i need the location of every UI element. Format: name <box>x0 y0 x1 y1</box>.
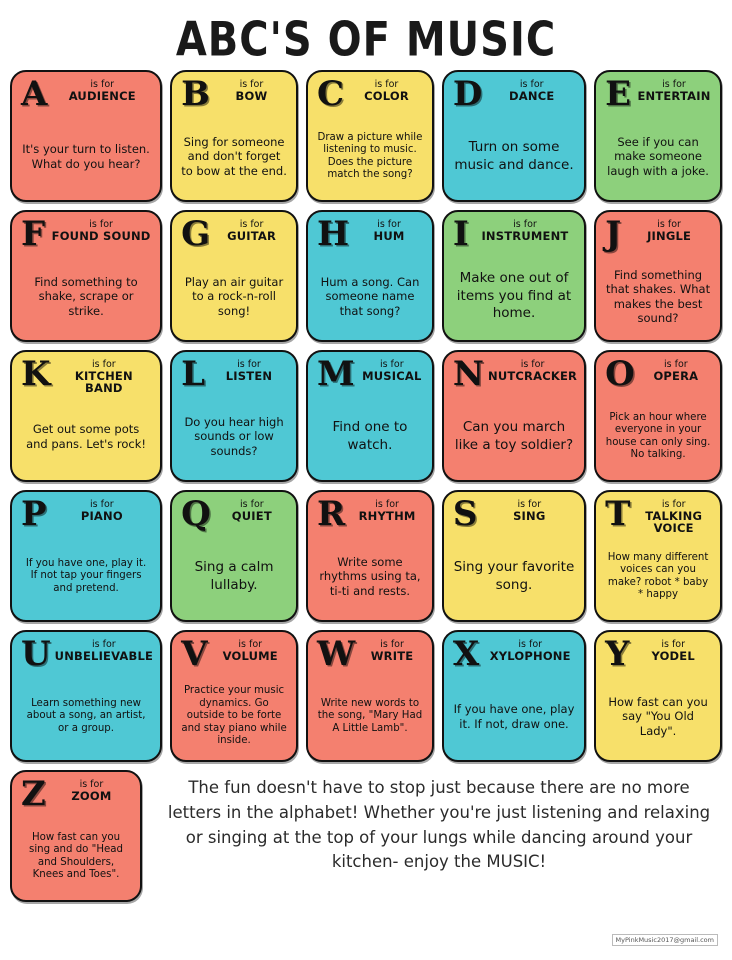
card-letter: S <box>452 494 478 534</box>
card-letter: M <box>317 354 355 394</box>
is-for-label: is for <box>238 639 263 650</box>
card-activity-text: If you have one, play it. If not tap your fingers and pretend. <box>25 557 147 594</box>
letter-card-r <box>306 490 434 622</box>
card-isfor-block <box>486 78 577 102</box>
is-for-label: is for <box>661 639 686 650</box>
card-letter: Q <box>181 494 211 534</box>
card-word: LISTEN <box>225 368 273 383</box>
card-letter: Z <box>21 774 46 814</box>
card-isfor-block <box>50 778 133 802</box>
card-word: BOW <box>235 88 268 103</box>
card-isfor-block <box>359 638 425 662</box>
card-word: YODEL <box>651 648 695 663</box>
card-header <box>19 214 153 258</box>
is-for-label: is for <box>513 219 537 230</box>
card-header <box>451 634 577 678</box>
is-for-label: is for <box>519 79 544 90</box>
card-letter: L <box>181 354 205 394</box>
card-isfor-block <box>51 498 154 522</box>
card-isfor-block <box>634 498 713 534</box>
card-activity-text: It's your turn to listen. What do you hear? <box>22 142 150 171</box>
is-for-label: is for <box>92 639 116 650</box>
card-activity-text: Find one to watch. <box>332 418 408 453</box>
card-activity-text: Find something to shake, scrape or strike. <box>34 274 138 318</box>
card-activity-text: Sing for someone and don't forget to bow at the end. <box>181 134 287 178</box>
card-activity-text: Play an air guitar to a rock-n-roll song! <box>184 274 284 318</box>
card-header <box>451 74 577 118</box>
card-isfor-block <box>359 358 425 382</box>
card-isfor-block <box>633 638 713 662</box>
is-for-label: is for <box>380 639 404 650</box>
card-activity-text: Draw a picture while listening to music. Does the picture match the song? <box>317 131 423 180</box>
is-for-label: is for <box>237 359 261 370</box>
card-word: AUDIENCE <box>68 88 136 103</box>
card-word: JINGLE <box>647 228 692 243</box>
card-activity-text: Sing a calm lullaby. <box>194 558 274 593</box>
card-activity-text: How fast can you say "You Old Lady". <box>608 694 708 738</box>
card-isfor-block <box>483 638 577 662</box>
card-word: VOLUME <box>222 648 278 663</box>
card-header <box>179 494 289 538</box>
card-word: INSTRUMENT <box>481 228 569 243</box>
card-header <box>19 634 154 678</box>
is-for-label: is for <box>518 639 543 650</box>
card-activity-text: Do you hear high sounds or low sounds? <box>184 414 284 458</box>
card-letter: C <box>317 74 345 114</box>
card-activity-text: Learn something new about a song, an artist, or a group. <box>26 697 146 734</box>
card-letter: G <box>181 214 211 254</box>
card-word: KITCHEN BAND <box>74 368 133 396</box>
card-letter: J <box>605 214 622 254</box>
card-header <box>315 214 425 258</box>
card-word: XYLOPHONE <box>489 648 571 663</box>
card-header <box>603 74 713 118</box>
card-letter: W <box>317 634 356 674</box>
card-letter: R <box>317 494 346 534</box>
letter-card-d <box>442 70 586 202</box>
is-for-label: is for <box>657 219 681 230</box>
is-for-label: is for <box>377 219 401 230</box>
card-header <box>179 354 289 398</box>
letter-card-y <box>594 630 722 762</box>
is-for-label: is for <box>375 499 399 510</box>
letter-card-x <box>442 630 586 762</box>
card-isfor-block <box>353 218 425 242</box>
card-isfor-block <box>211 638 289 662</box>
card-header <box>19 74 153 118</box>
letter-card-b <box>170 70 298 202</box>
card-isfor-block <box>348 78 425 102</box>
letter-card-u <box>10 630 162 762</box>
card-header <box>603 354 713 398</box>
card-isfor-block <box>55 638 153 662</box>
card-word: TALKING VOICE <box>645 508 703 536</box>
card-header <box>19 494 153 538</box>
card-letter: E <box>605 74 631 114</box>
card-header <box>179 634 289 678</box>
card-word: DANCE <box>509 88 555 103</box>
card-isfor-block <box>51 78 153 102</box>
is-for-label: is for <box>517 499 542 510</box>
card-isfor-block <box>209 358 289 382</box>
letter-card-e <box>594 70 722 202</box>
card-header <box>315 74 425 118</box>
card-activity-text: Write new words to the song, "Mary Had A Little Lamb". <box>317 697 423 734</box>
letter-card-t <box>594 490 722 622</box>
card-letter: X <box>452 634 480 674</box>
card-header <box>179 214 289 258</box>
footer-card-slot <box>10 770 142 902</box>
letter-card-k <box>10 350 162 482</box>
card-isfor-block <box>214 218 289 242</box>
card-isfor-block <box>488 358 577 382</box>
card-activity-text: Pick an hour where everyone in your house can only sing. No talking. <box>605 411 711 460</box>
card-word: ENTERTAIN <box>637 88 711 103</box>
card-word: COLOR <box>364 88 409 103</box>
page-title: ABC'S OF MUSIC <box>175 12 557 68</box>
card-word: NUTCRACKER <box>488 368 578 383</box>
card-activity-text: Sing your favorite song. <box>453 558 575 593</box>
card-header <box>19 774 133 818</box>
card-header <box>315 494 425 538</box>
card-word: OPERA <box>653 368 699 383</box>
card-header <box>603 214 713 258</box>
letter-card-n <box>442 350 586 482</box>
card-header <box>315 634 425 678</box>
card-header <box>603 494 713 538</box>
card-activity-text: Hum a song. Can someone name that song? <box>320 274 420 318</box>
card-isfor-block <box>49 218 153 242</box>
card-isfor-block <box>625 218 713 242</box>
card-letter: I <box>452 214 469 254</box>
is-for-label: is for <box>89 499 114 510</box>
card-activity-text: Turn on some music and dance. <box>454 138 574 173</box>
card-letter: T <box>605 494 631 534</box>
card-isfor-block <box>639 358 713 382</box>
card-word: FOUND SOUND <box>51 228 151 243</box>
card-activity-text: Get out some pots and pans. Let's rock! <box>26 422 146 451</box>
card-letter: V <box>181 634 208 674</box>
letter-card-f <box>10 210 162 342</box>
card-header <box>315 354 425 398</box>
letter-card-s <box>442 490 586 622</box>
card-isfor-block <box>215 498 289 522</box>
card-word: WRITE <box>370 648 414 663</box>
is-for-label: is for <box>379 359 404 370</box>
card-letter: Y <box>605 634 630 674</box>
card-word: SING <box>513 508 546 523</box>
closing-text: The fun doesn't have to stop just because there are no more letters in the alphabet! Whether you're just listening and relaxing or singing at the top of your lungs while dancing around your kitchen- enjoy the MUSIC! <box>167 778 711 872</box>
card-activity-text: Can you march like a toy soldier? <box>454 418 574 453</box>
card-activity-text: If you have one, play it. If not, draw one. <box>453 702 575 731</box>
is-for-label: is for <box>239 79 264 90</box>
card-word: QUIET <box>231 508 272 523</box>
card-isfor-block <box>635 78 713 102</box>
card-letter: U <box>21 634 51 674</box>
card-letter: K <box>21 354 51 394</box>
card-word: GUITAR <box>227 228 277 243</box>
card-letter: A <box>21 74 48 114</box>
letter-card-z <box>10 770 142 902</box>
card-activity-text: Write some rhythms using ta, ti-ti and rests. <box>319 554 421 598</box>
letter-card-p <box>10 490 162 622</box>
card-letter: P <box>21 494 47 534</box>
card-header <box>603 634 713 678</box>
is-for-label: is for <box>90 79 115 90</box>
is-for-label: is for <box>79 779 104 790</box>
is-for-label: is for <box>662 79 686 90</box>
card-letter: H <box>317 214 350 254</box>
card-activity-text: Make one out of items you find at home. <box>456 270 572 322</box>
letter-card-w <box>306 630 434 762</box>
is-for-label: is for <box>91 359 116 370</box>
card-activity-text: See if you can make someone laugh with a joke. <box>607 134 709 178</box>
letter-card-a <box>10 70 162 202</box>
card-letter: N <box>452 354 484 394</box>
card-word: UNBELIEVABLE <box>54 648 154 663</box>
is-for-label: is for <box>239 219 264 230</box>
footer-row <box>0 762 732 902</box>
is-for-label: is for <box>89 219 113 230</box>
card-header <box>451 214 577 258</box>
is-for-label: is for <box>520 359 545 370</box>
letter-card-c <box>306 70 434 202</box>
card-header <box>451 354 578 398</box>
is-for-label: is for <box>661 499 686 510</box>
card-isfor-block <box>481 498 577 522</box>
card-isfor-block <box>349 498 425 522</box>
card-activity-text: How fast can you sing and do "Head and Shoulders, Knees and Toes". <box>29 831 123 880</box>
card-header <box>451 494 577 538</box>
letter-card-m <box>306 350 434 482</box>
card-header <box>19 354 153 398</box>
card-letter: B <box>181 74 210 114</box>
card-word: PIANO <box>80 508 123 523</box>
card-letter: D <box>452 74 483 114</box>
card-word: RHYTHM <box>358 508 416 523</box>
card-isfor-block <box>473 218 577 242</box>
letter-card-v <box>170 630 298 762</box>
letter-card-g <box>170 210 298 342</box>
card-activity-text: Practice your music dynamics. Go outside to be forte and stay piano while inside. <box>181 685 287 747</box>
card-letter: O <box>605 354 635 394</box>
letter-card-j <box>594 210 722 342</box>
card-word: HUM <box>373 228 405 243</box>
card-isfor-block <box>214 78 289 102</box>
letter-card-h <box>306 210 434 342</box>
is-for-label: is for <box>374 79 399 90</box>
credit-watermark: MyPinkMusic2017@gmail.com <box>612 934 718 946</box>
card-word: MUSICAL <box>362 368 422 383</box>
card-activity-text: Find something that shakes. What makes the best sound? <box>605 267 711 325</box>
alphabet-grid <box>0 70 732 762</box>
is-for-label: is for <box>664 359 688 370</box>
card-header <box>179 74 289 118</box>
card-isfor-block <box>55 358 154 394</box>
card-word: ZOOM <box>71 788 112 803</box>
card-activity-text: How many different voices can you make? robot * baby * happy <box>607 551 709 600</box>
letter-card-i <box>442 210 586 342</box>
letter-card-l <box>170 350 298 482</box>
is-for-label: is for <box>240 499 264 510</box>
letter-card-q <box>170 490 298 622</box>
card-letter: F <box>21 214 46 254</box>
letter-card-o <box>594 350 722 482</box>
